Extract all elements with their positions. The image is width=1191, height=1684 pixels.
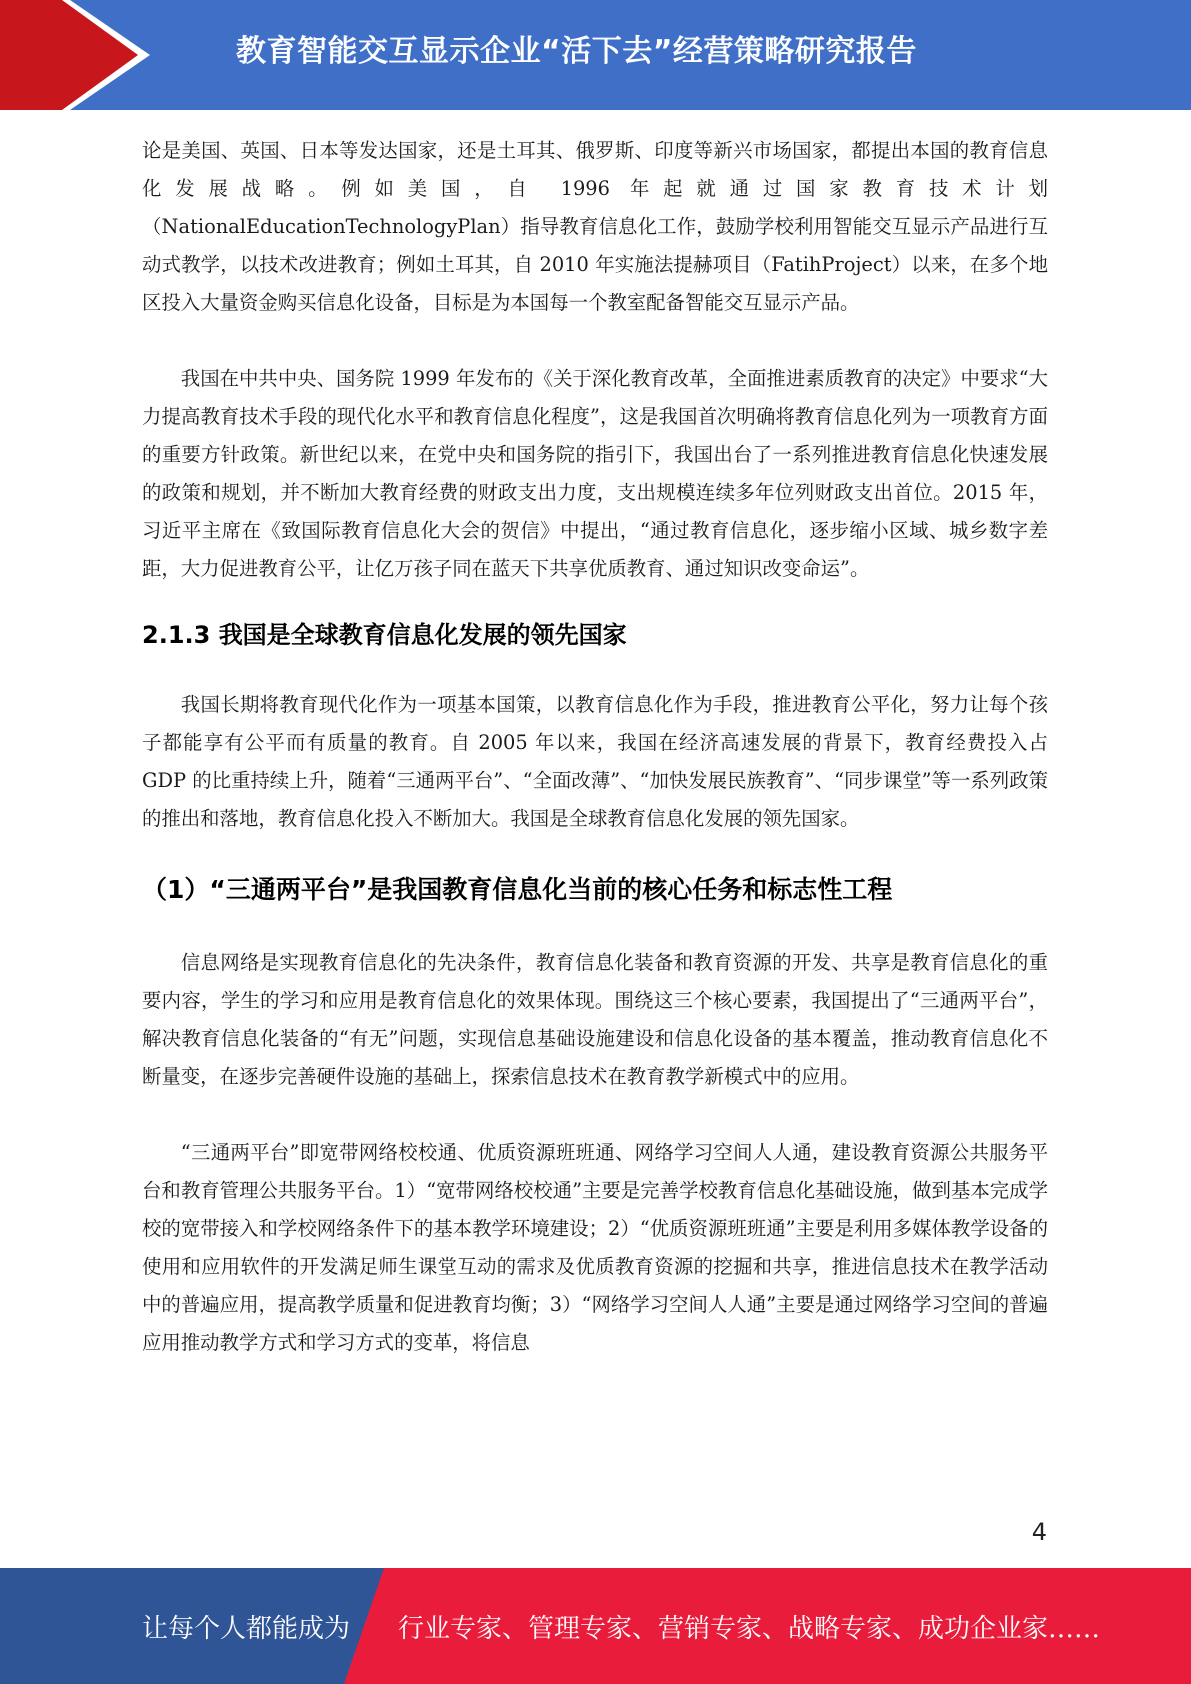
page-number: 4 (1031, 1518, 1047, 1546)
document-body (142, 132, 1048, 1362)
paragraph-network-prerequisite: 信息网络是实现教育信息化的先决条件，教育信息化装备和教育资源的开发、共享是教育信息化的重要内容，学生的学习和应用是教育信息化的效果体现。围绕这三个核心要素，我国提出了“三通两平台”，解决教育信息化装备的“有无”问题，实现信息基础设施建设和信息化设备的基本覆盖，推动教育信息化不断量变，在逐步完善硬件设施的基础上，探索信息技术在教育教学新模式中的应用。 (142, 951, 1048, 1088)
header-arrow-icon (0, 0, 160, 110)
footer-slogan-left: 让每个人都能成为 (142, 1614, 351, 1644)
subsection-heading-three-two: （1）“三通两平台”是我国教育信息化当前的核心任务和标志性工程 (142, 875, 893, 904)
paragraph-three-two-detail: “三通两平台”即宽带网络校校通、优质资源班班通、网络学习空间人人通，建设教育资源公共服务平台和教育管理公共服务平台。1）“宽带网络校校通”主要是完善学校教育信息化基础设施，做到基本完成学校的宽带接入和学校网络条件下的基本教学环境建设；2）“优质资源班班通”主要是利用多媒体教学设备的使用和应用软件的开发满足师生课堂互动的需求及优质教育资源的挖掘和共享，推进信息技术在教学活动中的普遍应用，提高教学质量和促进教育均衡；3）“网络学习空间人人通”主要是通过网络学习空间的普遍应用推动教学方式和学习方式的变革，将信息 (142, 1141, 1048, 1354)
page-footer (0, 1568, 1191, 1684)
paragraph-intro-countries: 论是美国、英国、日本等发达国家，还是土耳其、俄罗斯、印度等新兴市场国家，都提出本国的教育信息化发展战略。例如美国，自 1996 年起就通过国家教育技术计划（NationalEducationTechnologyPlan）指导教育信息化工作，鼓励学校利用智能交互显示产品进行互动式教学，以技术改进教育；例如土耳其，自 2010 年实施法提赫项目（FatihProject）以来，在多个地区投入大量资金购买信息化设备，目标是为本国每一个教室配备智能交互显示产品。 (142, 139, 1048, 314)
section-heading-2-1-3: 2.1.3 我国是全球教育信息化发展的领先国家 (142, 621, 627, 649)
footer-slogan-right: 行业专家、管理专家、营销专家、战略专家、成功企业家…… (398, 1614, 1101, 1644)
report-title: 教育智能交互显示企业“活下去”经营策略研究报告 (236, 34, 917, 69)
paragraph-china-leading: 我国长期将教育现代化作为一项基本国策，以教育信息化作为手段，推进教育公平化，努力让每个孩子都能享有公平而有质量的教育。自 2005 年以来，我国在经济高速发展的背景下，教育经费投入占 GDP 的比重持续上升，随着“三通两平台”、“全面改薄”、“加快发展民族教育”、“同步课堂”等一系列政策的推出和落地，教育信息化投入不断加大。我国是全球教育信息化发展的领先国家。 (142, 693, 1048, 830)
page-header (0, 0, 1191, 110)
paragraph-china-policy: 我国在中共中央、国务院 1999 年发布的《关于深化教育改革，全面推进素质教育的决定》中要求“大力提高教育技术手段的现代化水平和教育信息化程度”，这是我国首次明确将教育信息化列为一项教育方面的重要方针政策。新世纪以来，在党中央和国务院的指引下，我国出台了一系列推进教育信息化快速发展的政策和规划，并不断加大教育经费的财政支出力度，支出规模连续多年位列财政支出首位。2015 年，习近平主席在《致国际教育信息化大会的贺信》中提出，“通过教育信息化，逐步缩小区域、城乡数字差距，大力促进教育公平，让亿万孩子同在蓝天下共享优质教育、通过知识改变命运”。 (142, 367, 1048, 580)
